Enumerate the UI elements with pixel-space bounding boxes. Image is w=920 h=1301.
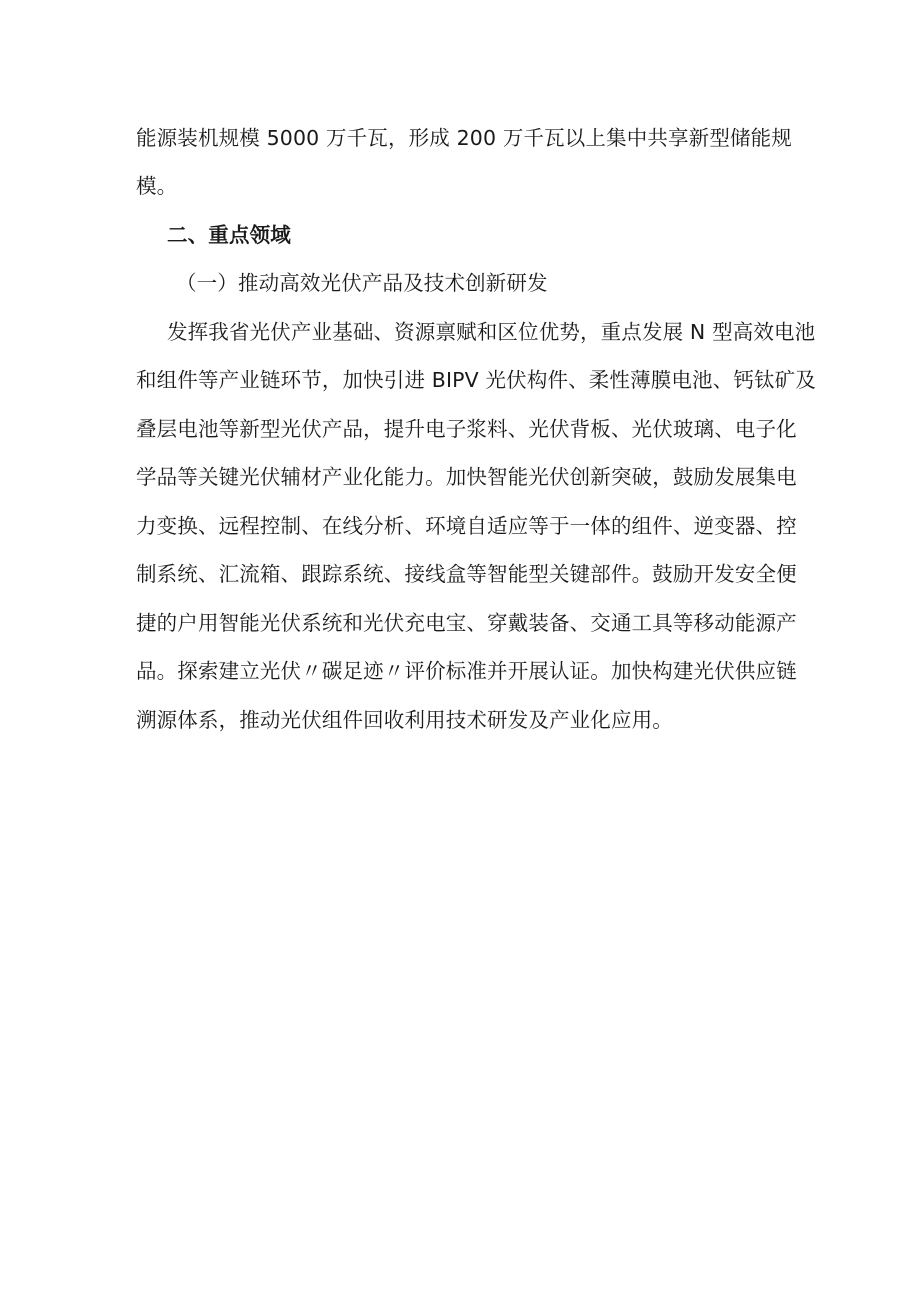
paragraph-line: 品。探索建立光伏〃碳足迹〃评价标准并开展认证。加快构建光伏供应链: [136, 659, 797, 683]
subsection-heading: （一）推动高效光伏产品及技术创新研发: [176, 271, 548, 295]
section-heading: 二、重点领域: [167, 223, 291, 247]
paragraph-line: 力变换、远程控制、在线分析、环境自适应等于一体的组件、逆变器、控: [136, 514, 797, 538]
paragraph-line: 模。: [136, 174, 178, 198]
paragraph-line: 能源装机规模 5000 万千瓦，形成 200 万千瓦以上集中共享新型储能规: [136, 126, 792, 150]
paragraph-line: 捷的户用智能光伏系统和光伏充电宝、穿戴装备、交通工具等移动能源产: [136, 611, 797, 635]
paragraph-line: 溯源体系，推动光伏组件回收利用技术研发及产业化应用。: [136, 708, 673, 732]
paragraph-line: 制系统、汇流箱、跟踪系统、接线盒等智能型关键部件。鼓励开发安全便: [136, 562, 797, 586]
paragraph-line: 发挥我省光伏产业基础、资源禀赋和区位优势，重点发展 N 型高效电池: [167, 320, 816, 344]
paragraph-line: 叠层电池等新型光伏产品，提升电子浆料、光伏背板、光伏玻璃、电子化: [136, 417, 797, 441]
paragraph-line: 学品等关键光伏辅材产业化能力。加快智能光伏创新突破，鼓励发展集电: [136, 465, 797, 489]
paragraph-line: 和组件等产业链环节，加快引进 BIPV 光伏构件、柔性薄膜电池、钙钛矿及: [136, 368, 816, 392]
